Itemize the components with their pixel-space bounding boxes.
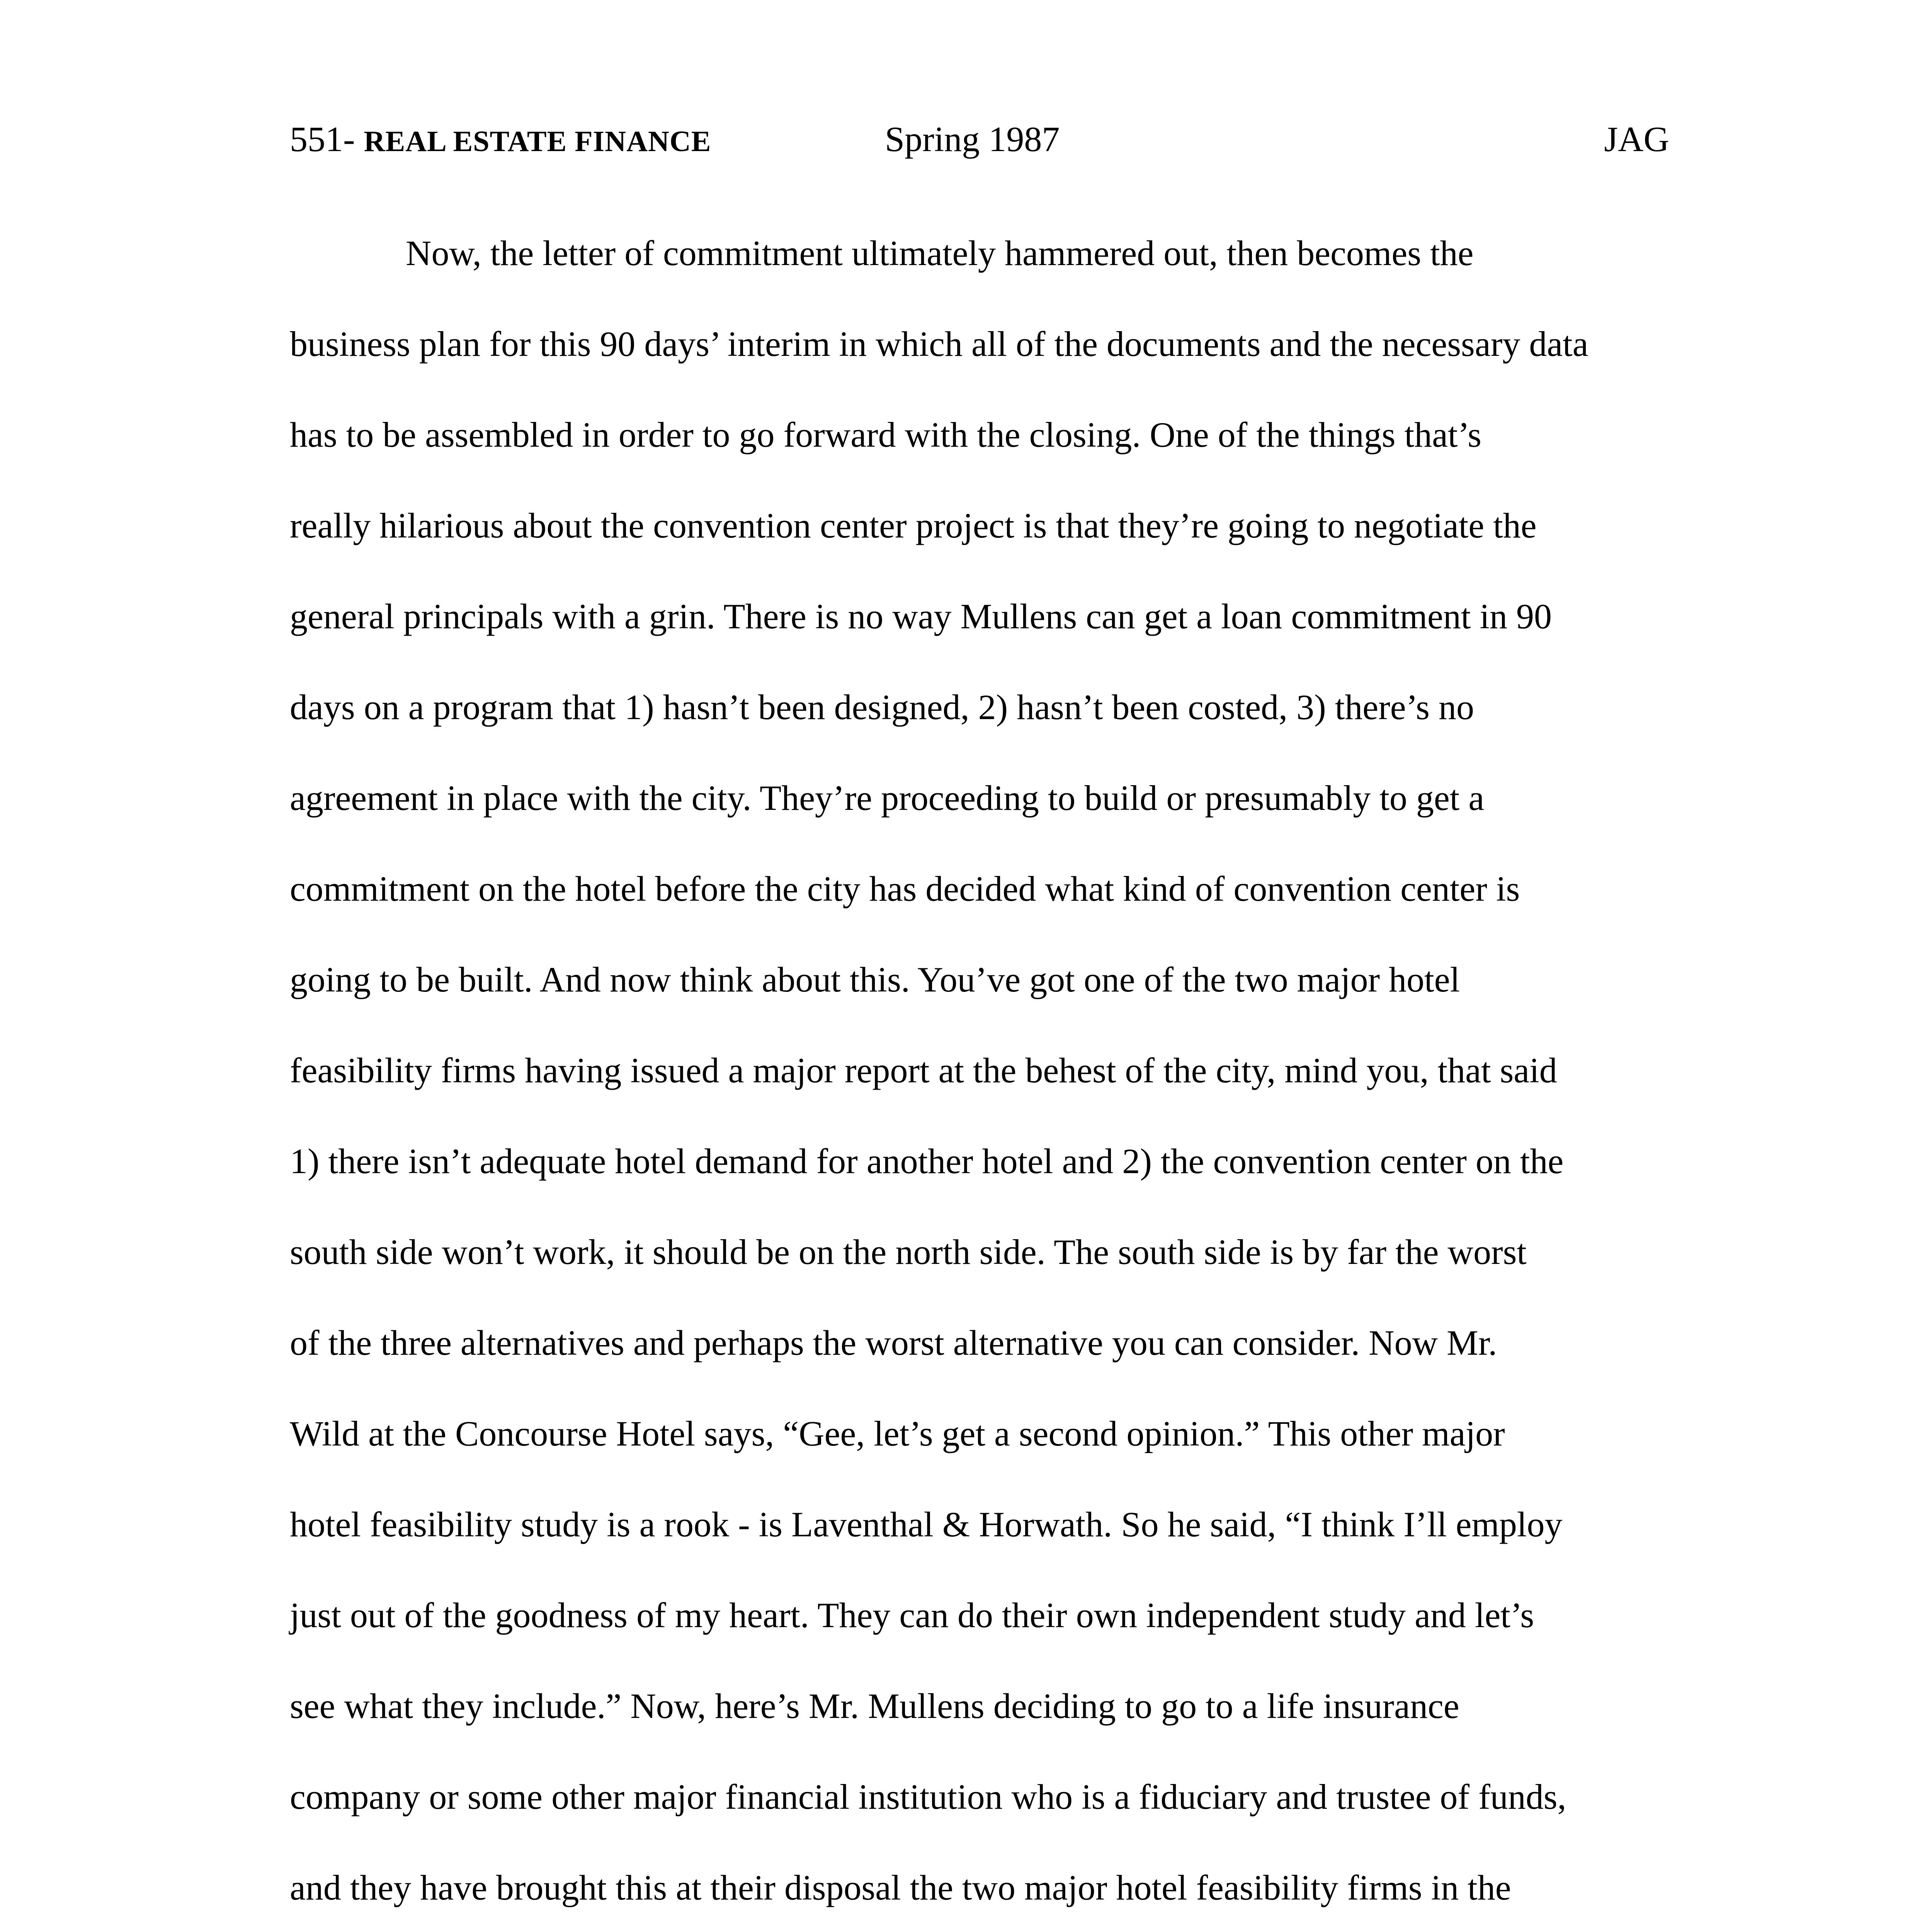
- text-line: general principals with a grin. There is no way Mullens can get a loan commitment in 90: [290, 597, 1552, 636]
- text-line: really hilarious about the convention center project is that they’re going to negotiate the: [290, 506, 1537, 545]
- text-line: Wild at the Concourse Hotel says, “Gee, let’s get a second opinion.” This other major: [290, 1414, 1505, 1453]
- text-line: south side won’t work, it should be on the north side. The south side is by far the worst: [290, 1232, 1527, 1272]
- page-header: [0, 116, 1932, 162]
- text-line: Now, the letter of commitment ultimately hammered out, then becomes the: [406, 233, 1474, 273]
- course-code: 551-: [290, 119, 355, 159]
- text-line: see what they include.” Now, here’s Mr. Mullens deciding to go to a life insurance: [290, 1686, 1459, 1726]
- text-line: feasibility firms having issued a major report at the behest of the city, mind you, that said: [290, 1051, 1557, 1090]
- text-line: has to be assembled in order to go forward with the closing. One of the things that’s: [290, 415, 1481, 454]
- text-line: going to be built. And now think about this. You’ve got one of the two major hotel: [290, 960, 1460, 999]
- course-heading: [290, 116, 711, 165]
- text-line: hotel feasibility study is a rook - is Laventhal & Horwath. So he said, “I think I’ll employ: [290, 1505, 1563, 1544]
- body-paragraph: [290, 228, 1681, 1932]
- text-line: of the three alternatives and perhaps the worst alternative you can consider. Now Mr.: [290, 1323, 1497, 1362]
- text-line: 1) there isn’t adequate hotel demand for another hotel and 2) the convention center on the: [290, 1141, 1564, 1181]
- text-line: company or some other major financial institution who is a fiduciary and trustee of funds,: [290, 1777, 1566, 1816]
- author-initials: JAG: [1604, 119, 1669, 159]
- text-line: agreement in place with the city. They’re proceeding to build or presumably to get a: [290, 778, 1485, 818]
- text-line: commitment on the hotel before the city has decided what kind of convention center is: [290, 869, 1520, 908]
- text-line: business plan for this 90 days’ interim in which all of the documents and the necessary data: [290, 324, 1588, 364]
- text-line: just out of the goodness of my heart. They can do their own independent study and let’s: [290, 1595, 1534, 1635]
- term-label: Spring 1987: [885, 119, 1060, 159]
- text-line: days on a program that 1) hasn’t been designed, 2) hasn’t been costed, 3) there’s no: [290, 687, 1474, 727]
- course-title: REAL ESTATE FINANCE: [364, 125, 711, 158]
- text-line: and they have brought this at their disposal the two major hotel feasibility firms in the: [290, 1868, 1511, 1907]
